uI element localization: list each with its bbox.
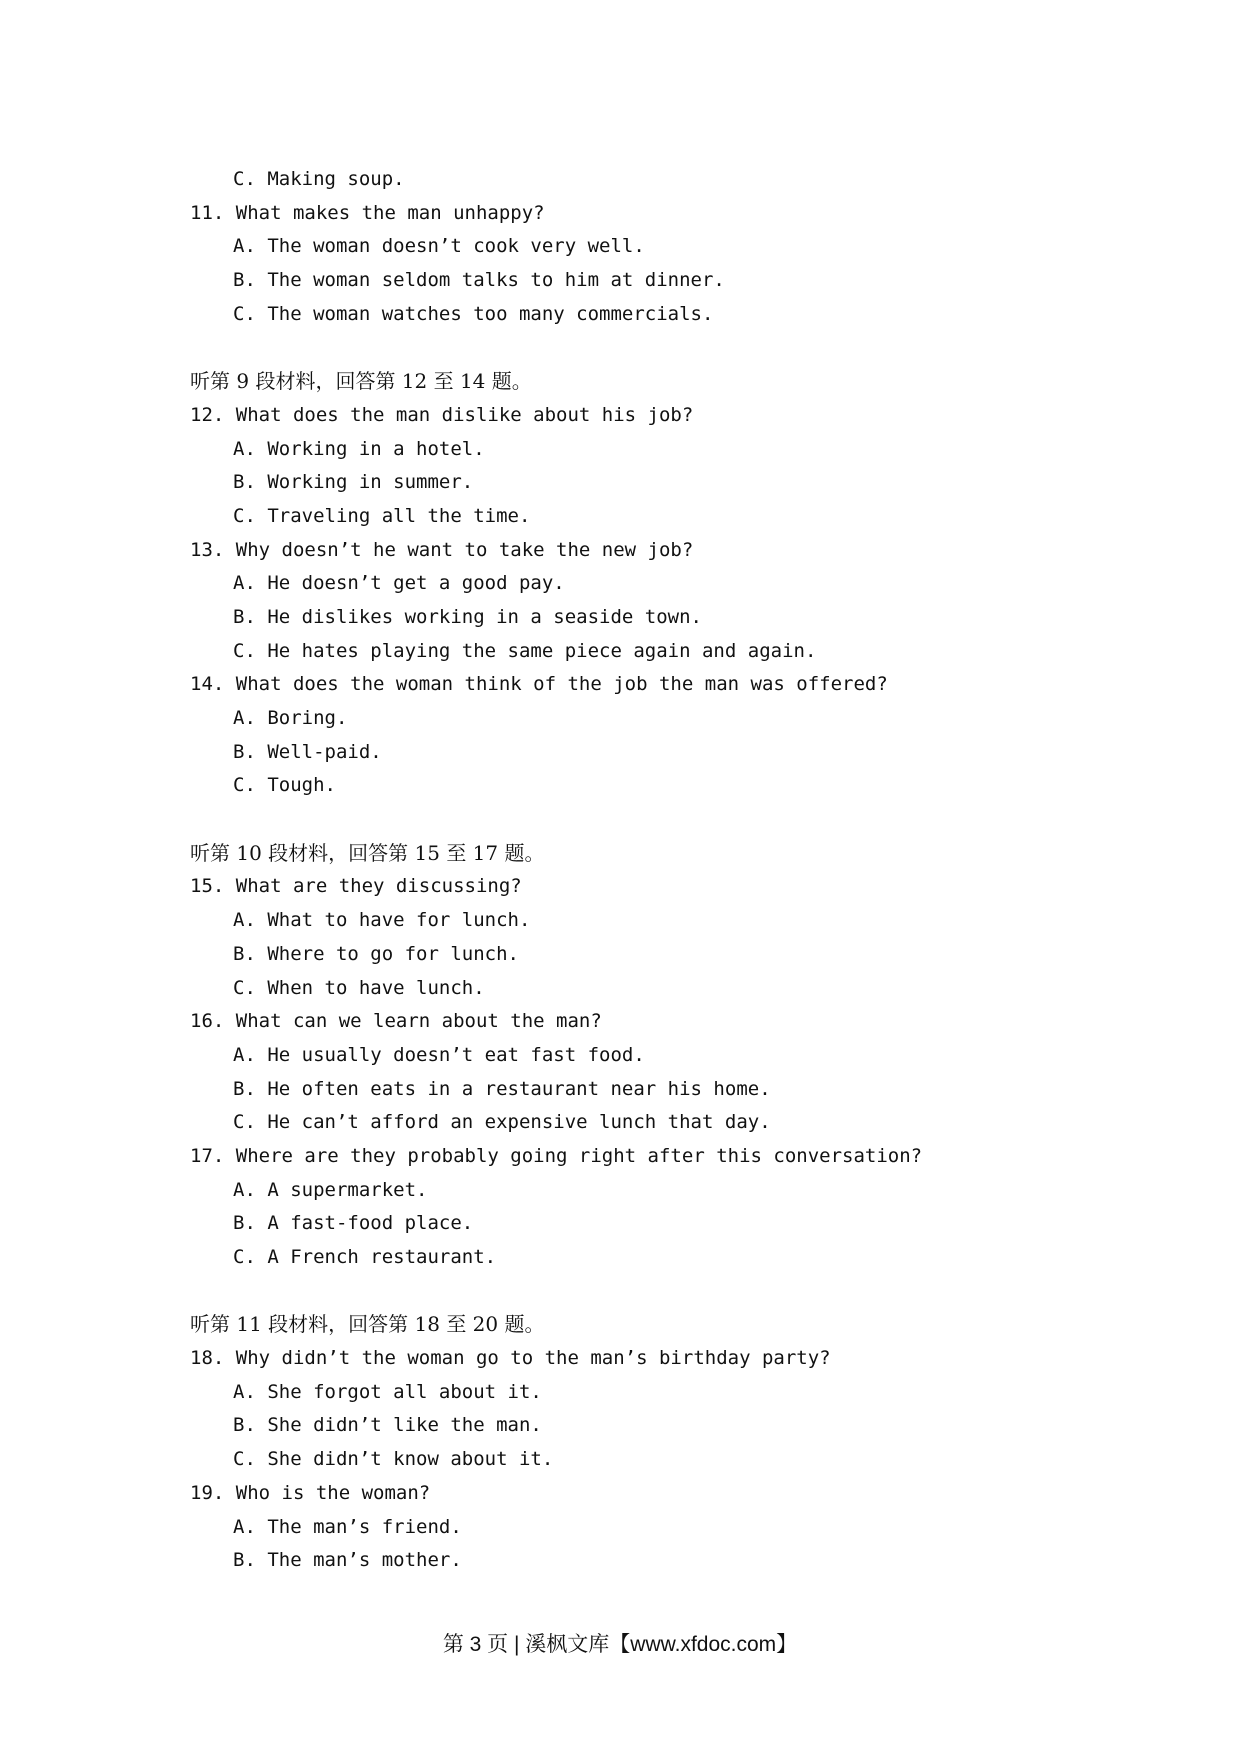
answer-option: A. What to have for lunch. bbox=[233, 909, 531, 932]
question-text: 13. Why doesn’t he want to take the new job? bbox=[190, 538, 694, 561]
answer-option: B. Where to go for lunch. bbox=[233, 942, 519, 965]
answer-option: C. Traveling all the time. bbox=[233, 504, 531, 527]
section-spacer bbox=[190, 803, 1150, 837]
question-text: 14. What does the woman think of the job the man was offered? bbox=[190, 673, 888, 696]
question-text: 16. What can we learn about the man? bbox=[190, 1010, 602, 1033]
question-text: 12. What does the man dislike about his job? bbox=[190, 403, 694, 426]
answer-option: C. When to have lunch. bbox=[233, 976, 485, 999]
answer-option: B. He dislikes working in a seaside town. bbox=[233, 605, 702, 628]
answer-option: A. He usually doesn’t eat fast food. bbox=[233, 1043, 645, 1066]
answer-option: A. The man’s friend. bbox=[233, 1515, 462, 1538]
question-text: 11. What makes the man unhappy? bbox=[190, 201, 545, 224]
question-text: 17. Where are they probably going right after this conversation? bbox=[190, 1144, 923, 1167]
answer-option: B. He often eats in a restaurant near his home. bbox=[233, 1077, 771, 1100]
answer-option: C. Tough. bbox=[233, 774, 336, 797]
answer-option: B. She didn’t like the man. bbox=[233, 1414, 542, 1437]
answer-option: A. She forgot all about it. bbox=[233, 1380, 542, 1403]
answer-option: A. The woman doesn’t cook very well. bbox=[233, 235, 645, 258]
question-text: 15. What are they discussing? bbox=[190, 875, 522, 898]
answer-option: A. Boring. bbox=[233, 707, 348, 729]
answer-option: B. The man’s mother. bbox=[233, 1549, 462, 1572]
section-spacer bbox=[190, 1275, 1150, 1309]
question-text: 18. Why didn’t the woman go to the man’s birthday party? bbox=[190, 1347, 831, 1370]
answer-option: C. A French restaurant. bbox=[233, 1246, 497, 1268]
section-instruction: 听第 9 段材料，回答第 12 至 14 题。 bbox=[190, 369, 532, 394]
answer-option: B. Working in summer. bbox=[233, 471, 474, 494]
answer-option: A. Working in a hotel. bbox=[233, 437, 485, 460]
answer-option: A. He doesn’t get a good pay. bbox=[233, 572, 565, 595]
answer-option: C. He hates playing the same piece again and again. bbox=[233, 639, 817, 662]
answer-option: C. The woman watches too many commercials. bbox=[233, 302, 714, 325]
answer-option: C. She didn’t know about it. bbox=[233, 1448, 554, 1471]
answer-option: B. Well-paid. bbox=[233, 740, 382, 763]
exam-content bbox=[190, 163, 1150, 1578]
section-instruction: 听第 11 段材料，回答第 18 至 20 题。 bbox=[190, 1312, 545, 1337]
question-text: 19. Who is the woman? bbox=[190, 1481, 431, 1504]
answer-option: C. He can’t afford an expensive lunch that day. bbox=[233, 1111, 771, 1134]
answer-option: C. Making soup. bbox=[233, 168, 405, 190]
section-instruction: 听第 10 段材料，回答第 15 至 17 题。 bbox=[190, 840, 545, 865]
answer-option: A. A supermarket. bbox=[233, 1178, 428, 1201]
section-spacer bbox=[190, 331, 1150, 365]
answer-option: B. A fast-food place. bbox=[233, 1212, 474, 1235]
answer-option: B. The woman seldom talks to him at dinner. bbox=[233, 269, 725, 292]
page-footer: 第 3 页 | 溪枫文库【www.xfdoc.com】 bbox=[442, 1633, 798, 1656]
